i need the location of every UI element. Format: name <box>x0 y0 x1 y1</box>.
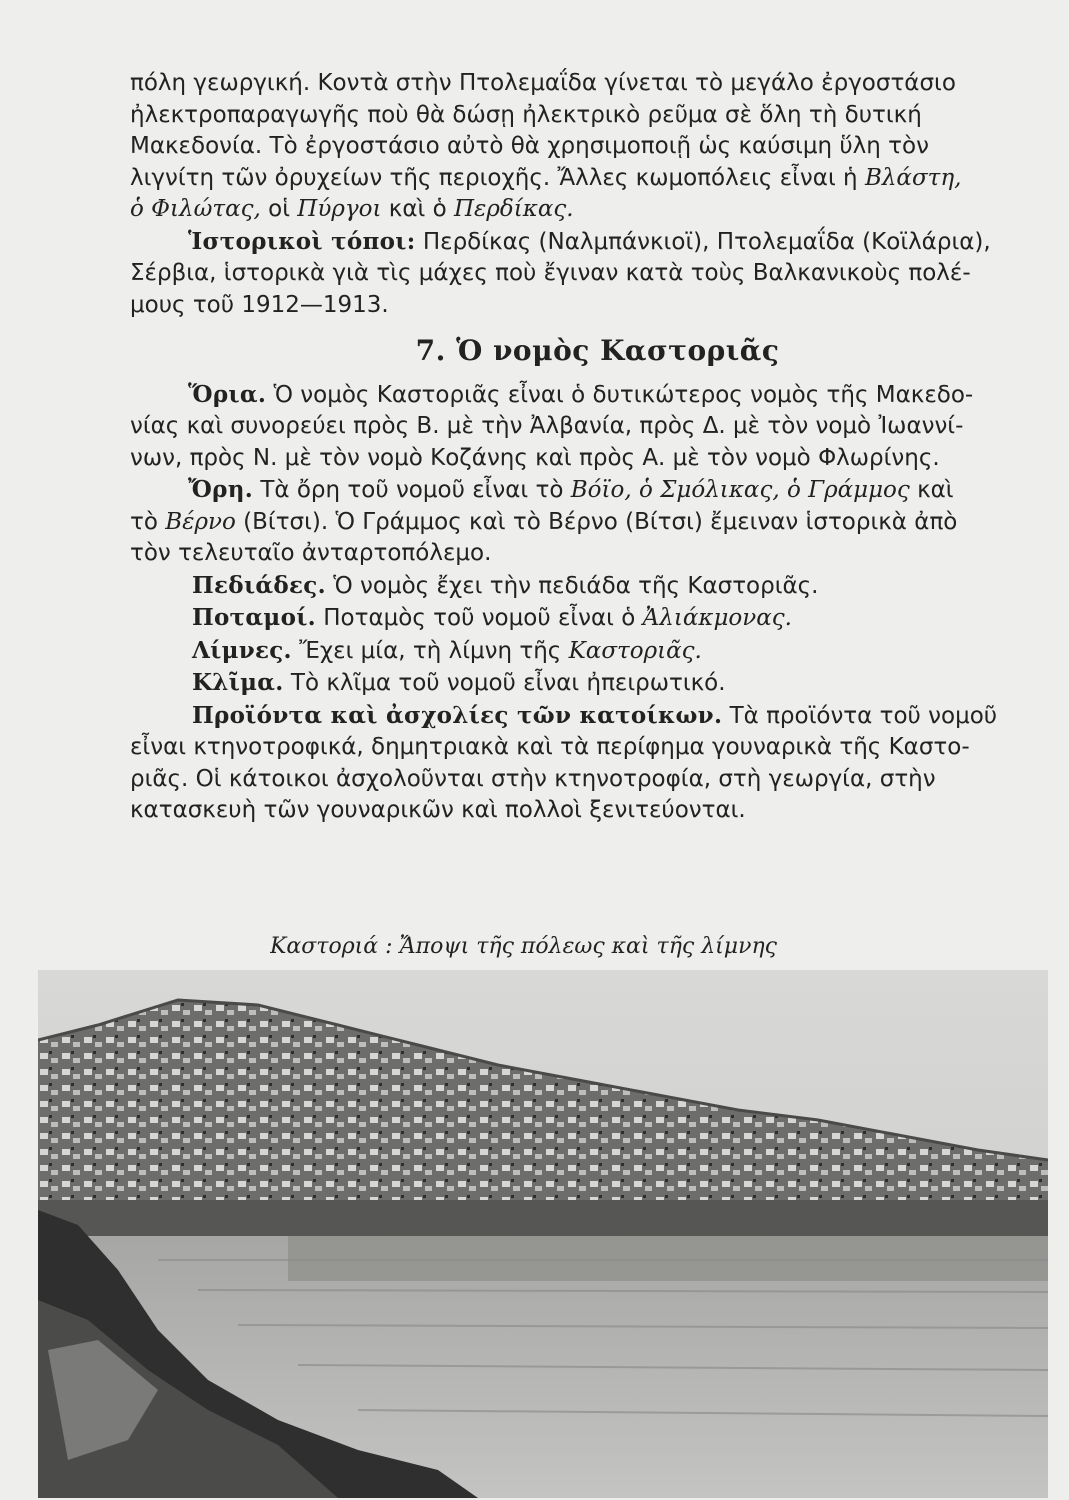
text-span: τὸν τελευταῖο ἀνταρτοπόλεμο. <box>130 540 492 566</box>
body-text <box>130 68 1065 827</box>
text-line <box>130 507 1065 539</box>
photo-illustration <box>38 970 1048 1498</box>
section-label: Λίμνες. <box>192 636 292 664</box>
text-span: ριᾶς. Οἱ κάτοικοι ἀσχολοῦνται στὴν κτηνοτροφία, στὴ γεωργία, στὴν <box>130 765 936 792</box>
text-line <box>130 226 1065 259</box>
lake-name: Καστοριᾶς. <box>568 637 702 664</box>
text-span: Τὰ ὄρη τοῦ νομοῦ εἶναι τὸ <box>260 477 564 503</box>
section-label: Πεδιάδες. <box>192 571 326 599</box>
text-span: Τὸ κλῖμα τοῦ νομοῦ εἶναι ἠπειρωτικό. <box>290 670 726 696</box>
mountain-name: Βόϊο, <box>570 477 632 503</box>
text-span: Σέρβια, ἱστορικὰ γιὰ τὶς μάχες ποὺ ἔγιναν κατὰ τοὺς Βαλκανικοὺς πολέ- <box>130 260 971 286</box>
text-line <box>130 163 1065 195</box>
mountain-name: Βέρνο <box>165 508 236 535</box>
text-line <box>130 379 1065 412</box>
text-line <box>130 100 1065 132</box>
text-line <box>130 732 1065 764</box>
section-label: Ἱστορικοὶ τόποι: <box>188 227 416 255</box>
text-line <box>130 602 1065 635</box>
place-name: ὁ Φιλώτας, <box>130 196 261 222</box>
text-line <box>130 635 1065 668</box>
place-name: Πύργοι <box>297 196 382 222</box>
text-line <box>130 290 1065 322</box>
text-span: Ὁ νομὸς ἔχει τὴν πεδιάδα τῆς Καστοριᾶς. <box>333 572 819 599</box>
text-line <box>130 795 1065 827</box>
text-span: μους τοῦ 1912—1913. <box>130 291 389 318</box>
text-line <box>130 194 1065 226</box>
text-span: νίας καὶ συνορεύει πρὸς Β. μὲ τὴν Ἀλβανία, πρὸς Δ. μὲ τὸν νομὸ Ἰωαννί- <box>130 413 964 439</box>
text-span: Ὁ νομὸς Καστοριᾶς εἶναι ὁ δυτικώτερος νομὸς τῆς Μακεδο- <box>273 381 974 408</box>
section-label: Προϊόντα καὶ ἀσχολίες τῶν κατοίκων. <box>192 701 723 729</box>
kastoria-photo <box>38 970 1048 1498</box>
mountain-name: ὁ Γράμμος <box>786 477 910 503</box>
text-line <box>130 667 1065 700</box>
text-span: (Βίτσι). Ὁ Γράμμος καὶ τὸ Βέρνο (Βίτσι) ἔμειναν ἱστορικὰ ἀπὸ <box>243 508 958 535</box>
photo-caption: Καστοριά : Ἄποψι τῆς πόλεως καὶ τῆς λίμνης <box>270 934 777 959</box>
river-name: Ἀλιάκμονας. <box>642 605 792 631</box>
text-span: κατασκευὴ τῶν γουναρικῶν καὶ πολλοὶ ξενιτεύονται. <box>130 797 746 823</box>
chapter-heading: 7. Ὁ νομὸς Καστοριᾶς <box>415 334 780 367</box>
text-span: πόλη γεωργική. Κοντὰ στὴν Πτολεμαΐδα γίνεται τὸ μεγάλο ἐργοστάσιο <box>130 70 956 96</box>
text-span: Περδίκας (Ναλμπάνκιοϊ), Πτολεμαΐδα (Κοϊλάρια), <box>422 228 991 255</box>
text-span: οἱ <box>268 196 290 222</box>
mountain-name: ὁ Σμόλικας, <box>639 477 780 503</box>
text-span: λιγνίτη τῶν ὀρυχείων τῆς περιοχῆς. Ἄλλες κωμοπόλεις εἶναι ἡ <box>130 164 858 191</box>
text-span: καὶ ὁ <box>388 196 447 222</box>
text-line <box>130 443 1065 475</box>
text-line <box>130 538 1065 570</box>
text-line <box>130 570 1065 603</box>
text-span: νων, πρὸς Ν. μὲ τὸν νομὸ Κοζάνης καὶ πρὸς Α. μὲ τὸν νομὸ Φλωρίνης. <box>130 444 940 471</box>
text-line <box>130 474 1065 507</box>
text-span: Ποταμὸς τοῦ νομοῦ εἶναι ὁ <box>323 605 636 631</box>
text-span: τὸ <box>130 508 158 535</box>
section-label: Ὅρια. <box>188 380 267 408</box>
text-span: Ἔχει μία, τὴ λίμνη τῆς <box>299 637 562 664</box>
place-name: Βλάστη, <box>864 164 962 191</box>
text-line <box>130 68 1065 100</box>
section-label: Ὄρη. <box>188 476 254 503</box>
section-label: Κλῖμα. <box>192 669 284 696</box>
place-name: Περδίκας. <box>454 196 574 222</box>
text-line <box>130 764 1065 796</box>
text-span: καὶ <box>917 477 954 503</box>
text-span: Μακεδονία. Τὸ ἐργοστάσιο αὐτὸ θὰ χρησιμοποιῇ ὡς καύσιμη ὕλη τὸν <box>130 133 929 159</box>
text-line <box>130 131 1065 163</box>
text-span: Τὰ προϊόντα τοῦ νομοῦ <box>729 702 998 729</box>
text-span: εἶναι κτηνοτροφικά, δημητριακὰ καὶ τὰ περίφημα γουναρικὰ τῆς Καστο- <box>130 734 970 760</box>
text-line <box>130 700 1065 733</box>
text-line <box>130 411 1065 443</box>
text-line <box>130 258 1065 290</box>
section-label: Ποταμοί. <box>192 604 316 631</box>
text-span: ἠλεκτροπαραγωγῆς ποὺ θὰ δώσῃ ἠλεκτρικὸ ρεῦμα σὲ ὅλη τὴ δυτική <box>130 101 922 128</box>
